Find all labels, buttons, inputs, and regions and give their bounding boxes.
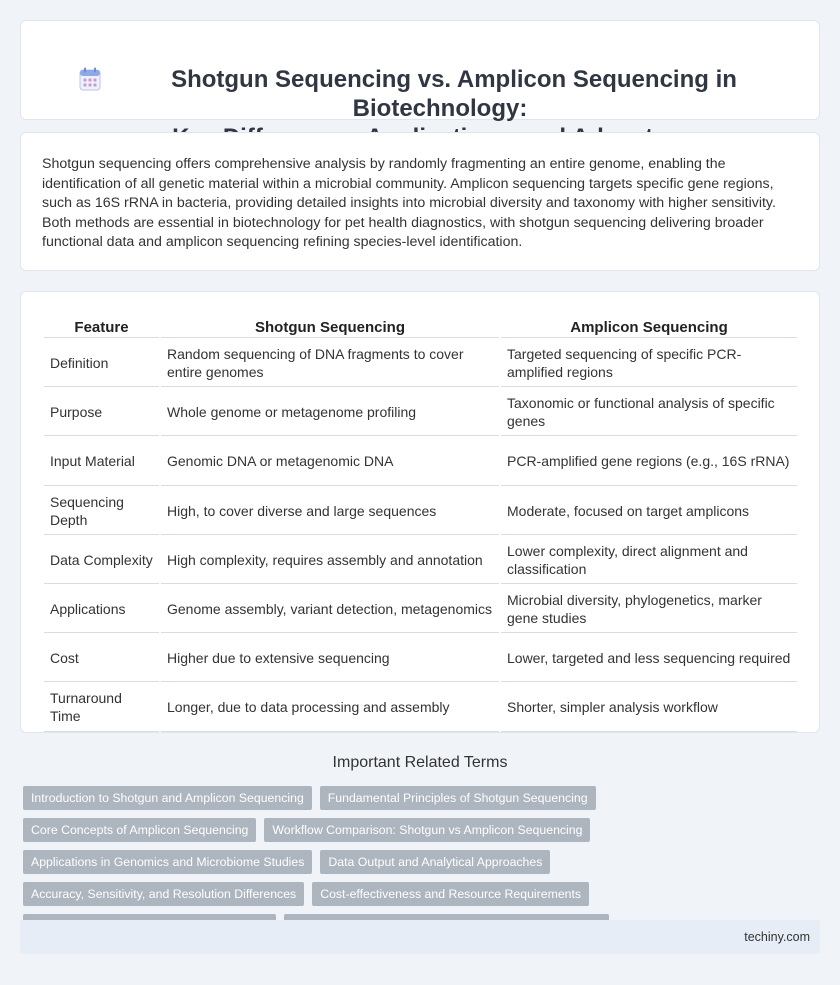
- footer-site[interactable]: techiny.com: [744, 930, 810, 944]
- related-term-tag[interactable]: Applications in Genomics and Microbiome Studies: [23, 850, 312, 874]
- related-terms-list: [23, 786, 823, 938]
- shotgun-cell: Genomic DNA or metagenomic DNA: [161, 438, 499, 485]
- shotgun-cell: Whole genome or metagenome profiling: [161, 389, 499, 436]
- related-term-tag[interactable]: Cost-effectiveness and Resource Requirements: [312, 882, 589, 906]
- table-body: [44, 340, 797, 732]
- related-term-tag[interactable]: Workflow Comparison: Shotgun vs Amplicon Sequencing: [264, 818, 590, 842]
- shotgun-cell: Higher due to extensive sequencing: [161, 635, 499, 682]
- shotgun-cell: Random sequencing of DNA fragments to cover entire genomes: [161, 340, 499, 387]
- amplicon-cell: Shorter, simpler analysis workflow: [501, 684, 797, 731]
- shotgun-cell: High, to cover diverse and large sequences: [161, 488, 499, 535]
- shotgun-cell: High complexity, requires assembly and annotation: [161, 537, 499, 584]
- related-term-tag[interactable]: Introduction to Shotgun and Amplicon Sequencing: [23, 786, 312, 810]
- feature-cell: Definition: [44, 340, 159, 387]
- feature-cell: Applications: [44, 586, 159, 633]
- table-row: [44, 537, 797, 584]
- intro-card: [20, 132, 820, 271]
- related-term-tag[interactable]: Data Output and Analytical Approaches: [320, 850, 550, 874]
- feature-cell: Cost: [44, 635, 159, 682]
- amplicon-cell: Moderate, focused on target amplicons: [501, 488, 797, 535]
- comparison-table-card: [20, 291, 820, 733]
- table-row: [44, 586, 797, 633]
- feature-cell: Purpose: [44, 389, 159, 436]
- intro-text: Shotgun sequencing offers comprehensive analysis by randomly fragmenting an entire genome, enabling the identification of all genetic material within a microbial community. Amplicon sequencing targets specific gene regions, such as 16S rRNA in bacteria, providing detailed insights into microbial diversity and taxonomy with higher sensitivity. Both methods are essential in biotechnology for pet health diagnostics, with shotgun sequencing delivering broader functional data and amplicon sequencing refining species-level identification.: [42, 156, 776, 251]
- amplicon-cell: Microbial diversity, phylogenetics, marker gene studies: [501, 586, 797, 633]
- table-row: [44, 389, 797, 436]
- footer: [20, 920, 820, 954]
- related-term-tag[interactable]: Fundamental Principles of Shotgun Sequencing: [320, 786, 596, 810]
- amplicon-cell: Targeted sequencing of specific PCR-amplified regions: [501, 340, 797, 387]
- table-row: [44, 635, 797, 682]
- amplicon-cell: Lower complexity, direct alignment and classification: [501, 537, 797, 584]
- table-row: [44, 684, 797, 731]
- amplicon-cell: Lower, targeted and less sequencing required: [501, 635, 797, 682]
- amplicon-cell: Taxonomic or functional analysis of specific genes: [501, 389, 797, 436]
- table-row: [44, 438, 797, 485]
- feature-cell: Input Material: [44, 438, 159, 485]
- related-terms-title: Important Related Terms: [332, 754, 508, 771]
- table-row: [44, 488, 797, 535]
- shotgun-cell: Genome assembly, variant detection, metagenomics: [161, 586, 499, 633]
- related-term-tag[interactable]: Accuracy, Sensitivity, and Resolution Differences: [23, 882, 304, 906]
- page-title-line1: Shotgun Sequencing vs. Amplicon Sequencing in Biotechnology:: [171, 66, 737, 122]
- header-shotgun: Shotgun Sequencing: [161, 318, 499, 338]
- related-term-tag[interactable]: Core Concepts of Amplicon Sequencing: [23, 818, 256, 842]
- feature-cell: Data Complexity: [44, 537, 159, 584]
- title-card: [20, 20, 820, 120]
- table-row: [44, 340, 797, 387]
- feature-cell: Sequencing Depth: [44, 488, 159, 535]
- comparison-table: [42, 316, 799, 734]
- header-feature: Feature: [44, 318, 159, 338]
- feature-cell: Turnaround Time: [44, 684, 159, 731]
- table-header-row: [44, 318, 797, 338]
- amplicon-cell: PCR-amplified gene regions (e.g., 16S rRNA): [501, 438, 797, 485]
- header-amplicon: Amplicon Sequencing: [501, 318, 797, 338]
- shotgun-cell: Longer, due to data processing and assembly: [161, 684, 499, 731]
